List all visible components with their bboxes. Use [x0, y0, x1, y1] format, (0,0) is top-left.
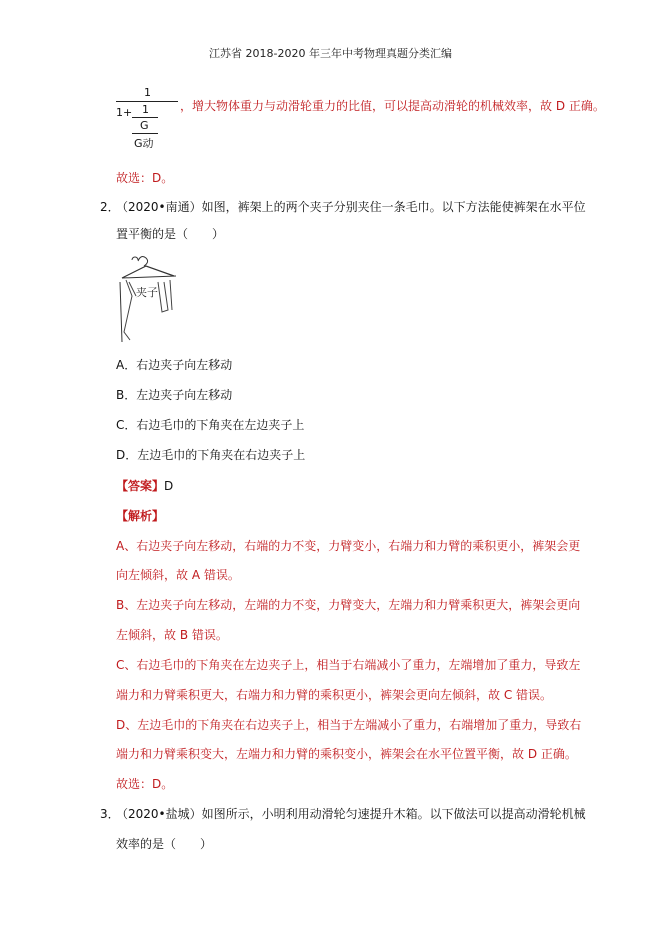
page-header: 江苏省 2018-2020 年三年中考物理真题分类汇编: [209, 47, 452, 60]
hanger-left-edge: [120, 282, 122, 342]
q2-final-answer: 故选：D。: [116, 777, 174, 791]
q2-option-b: B．左边夹子向左移动: [116, 388, 233, 402]
analysis-line: 端力和力臂乘积更大，右端力和力臂的乘积更小，裤架会更向左倾斜，故 C 错误。: [116, 688, 553, 702]
formula-inner-G: G: [140, 119, 149, 132]
formula-inner-numerator: 1: [142, 103, 149, 116]
q2-number: 2．: [100, 200, 120, 214]
q3-number: 3．: [100, 807, 120, 821]
formula-explanation: ，增大物体重力与动滑轮重力的比值，可以提高动滑轮的机械效率，故 D 正确。: [180, 99, 605, 113]
q3-stem-line1: （2020•盐城）如图所示，小明利用动滑轮匀速提升木箱。以下做法可以提高动滑轮机械: [116, 807, 586, 821]
efficiency-formula: [116, 86, 178, 152]
answer-value: D: [164, 479, 174, 493]
analysis-line: 向左倾斜，故 A 错误。: [116, 568, 240, 582]
right-towel: [158, 282, 168, 312]
q2-option-c: C．右边毛巾的下角夹在左边夹子上: [116, 418, 305, 432]
hanger-figure: [112, 252, 190, 346]
q3-stem-line2: 效率的是（ ）: [116, 837, 213, 851]
analysis-line: C、右边毛巾的下角夹在左边夹子上，相当于右端减小了重力，左端增加了重力，导致左: [116, 658, 581, 672]
q2-stem-line2: 置平衡的是（ ）: [116, 227, 225, 241]
clip-label: 夹子: [136, 286, 158, 299]
q2-answer: [116, 478, 173, 494]
q2-option-d: D．左边毛巾的下角夹在右边夹子上: [116, 448, 306, 462]
analysis-line: 左倾斜，故 B 错误。: [116, 628, 228, 642]
analysis-line: B、左边夹子向左移动，左端的力不变，力臂变大，左端力和力臂乘积更大，裤架会更向: [116, 598, 581, 612]
q2-stem-line1: （2020•南通）如图，裤架上的两个夹子分别夹住一条毛巾。以下方法能使裤架在水平位: [116, 200, 586, 214]
formula-inner-fraction-bar: [132, 117, 158, 118]
q2-option-a: A．右边夹子向左移动: [116, 358, 233, 372]
formula-prefix: 1+: [116, 106, 133, 119]
left-towel: [124, 280, 132, 340]
hanger-hook-curve: [138, 257, 148, 266]
analysis-line: D、左边毛巾的下角夹在右边夹子上，相当于左端减小了重力，右端增加了重力，导致右: [116, 718, 582, 732]
analysis-label: 【解析】: [116, 509, 165, 523]
analysis-line: 端力和力臂乘积变大，左端力和力臂的乘积变小，裤架会在水平位置平衡，故 D 正确。: [116, 747, 577, 761]
answer-label: 【答案】: [116, 479, 165, 493]
q1-final-answer: 故选：D。: [116, 171, 174, 185]
formula-main-fraction-bar: [116, 101, 178, 102]
hanger-hook: [132, 257, 138, 260]
analysis-line: A、右边夹子向左移动，右端的力不变，力臂变小，右端力和力臂的乘积更小，裤架会更: [116, 539, 581, 553]
formula-inner-Gdong: G动: [134, 137, 154, 150]
formula-G-fraction-bar: [132, 133, 158, 134]
formula-top-numerator: 1: [144, 86, 151, 99]
